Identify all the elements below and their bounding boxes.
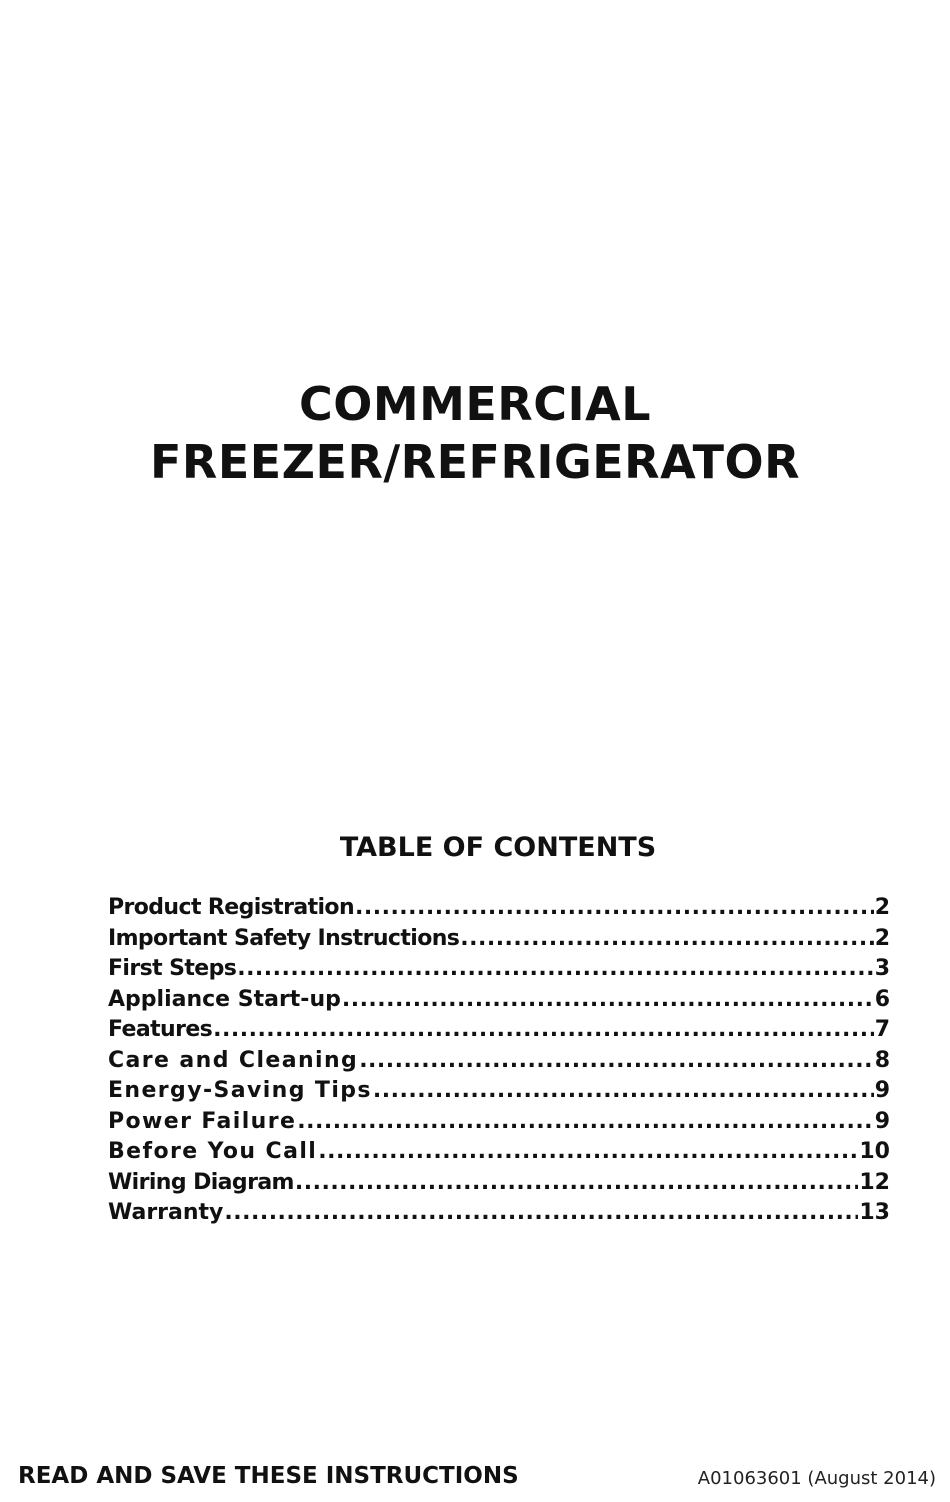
title-line-1: COMMERCIAL xyxy=(298,377,652,431)
toc-entry-label: Wiring Diagram xyxy=(108,1169,294,1195)
document-number: A01063601 (August 2014) xyxy=(697,1468,936,1489)
toc-entry-label: Power Failure xyxy=(108,1108,297,1134)
toc-entry-before-you-call xyxy=(108,1137,890,1168)
toc-entry-page: 10 xyxy=(859,1139,890,1164)
toc-leader-dots xyxy=(359,1046,873,1076)
toc-entry-label: Warranty xyxy=(108,1200,224,1225)
toc-leader-dots xyxy=(224,1198,858,1228)
toc-leader-dots xyxy=(318,1137,858,1167)
toc-leader-dots xyxy=(355,893,874,923)
toc-entry-label: Care and Cleaning xyxy=(108,1047,359,1073)
title-line-2: FREEZER/REFRIGERATOR xyxy=(149,435,801,489)
toc-entry-label: Energy-Saving Tips xyxy=(108,1078,372,1103)
toc-entry-product-registration xyxy=(108,893,890,924)
toc-entry-page: 12 xyxy=(859,1169,890,1195)
toc-leader-dots xyxy=(297,1107,873,1137)
toc-leader-dots xyxy=(373,1076,874,1106)
toc-entry-wiring-diagram xyxy=(108,1168,890,1199)
toc-entry-page: 7 xyxy=(874,1017,890,1042)
toc-leader-dots xyxy=(295,1168,858,1198)
toc-entry-label: First Steps xyxy=(108,956,237,981)
toc-leader-dots xyxy=(213,1015,874,1045)
toc-entry-power-failure xyxy=(108,1107,890,1138)
toc-entry-features xyxy=(108,1015,890,1046)
toc-entry-page: 2 xyxy=(874,925,890,951)
toc-entry-appliance-start-up xyxy=(108,985,890,1016)
toc-entry-page: 6 xyxy=(874,986,890,1012)
toc-entry-page: 3 xyxy=(874,956,890,981)
toc-leader-dots xyxy=(342,985,874,1015)
toc-entry-page: 13 xyxy=(859,1200,890,1225)
toc-entry-label: Appliance Start-up xyxy=(108,986,341,1012)
toc-entry-warranty xyxy=(108,1198,890,1229)
toc-entry-important-safety-instructions xyxy=(108,924,890,955)
toc-entry-care-and-cleaning xyxy=(108,1046,890,1077)
toc-leader-dots xyxy=(237,954,873,984)
toc-entry-page: 9 xyxy=(874,1078,890,1103)
save-instructions-notice: READ AND SAVE THESE INSTRUCTIONS xyxy=(18,1463,519,1489)
table-of-contents xyxy=(108,893,890,1229)
toc-entry-label: Features xyxy=(108,1017,213,1042)
toc-entry-label: Product Registration xyxy=(108,895,355,920)
toc-entry-energy-saving-tips xyxy=(108,1076,890,1107)
toc-entry-label: Important Safety Instructions xyxy=(108,925,460,951)
toc-entry-page: 8 xyxy=(874,1047,890,1073)
document-title xyxy=(0,375,950,491)
toc-heading: TABLE OF CONTENTS xyxy=(339,832,657,863)
toc-entry-page: 9 xyxy=(874,1108,890,1134)
toc-entry-page: 2 xyxy=(874,895,890,920)
toc-leader-dots xyxy=(460,924,873,954)
toc-entry-first-steps xyxy=(108,954,890,985)
toc-entry-label: Before You Call xyxy=(108,1139,318,1164)
